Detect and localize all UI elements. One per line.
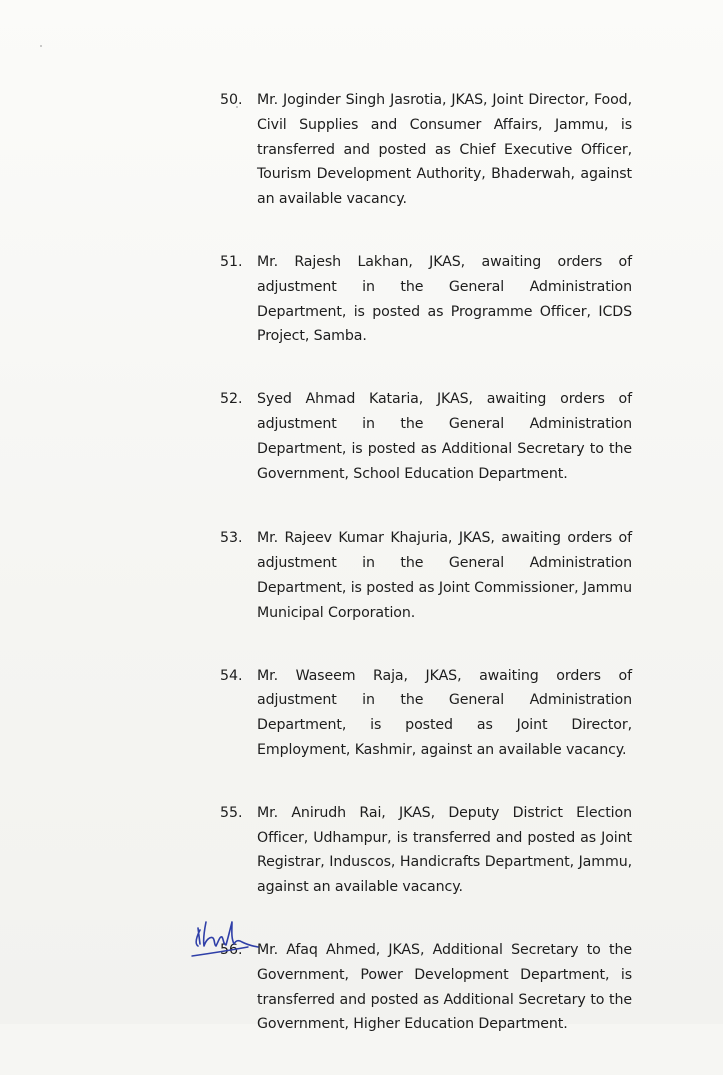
order-number: 56. — [220, 941, 243, 958]
order-number: 51. — [220, 253, 243, 270]
order-text: Mr. Afaq Ahmed, JKAS, Additional Secretary to the Government, Power Development Department, is transferred and posted as Additional Secretary to the Government, Higher Education Department. — [257, 941, 632, 1033]
order-text: Mr. Anirudh Rai, JKAS, Deputy District Election Officer, Udhampur, is transferred and posted as Joint Registrar, Induscos, Handicrafts Department, Jammu, against an available vacancy. — [257, 804, 632, 896]
order-number: 52. — [220, 391, 243, 408]
order-text: Mr. Waseem Raja, JKAS, awaiting orders of adjustment in the General Administration Department, is posted as Joint Director, Employment, Kashmir, against an available vacancy. — [257, 667, 632, 758]
order-number: 54. — [220, 667, 243, 684]
order-item-53 — [220, 526, 632, 625]
order-item-51 — [220, 250, 632, 349]
order-item-52 — [220, 387, 632, 486]
order-number: 55. — [220, 804, 243, 821]
order-text: Mr. Rajeev Kumar Khajuria, JKAS, awaiting orders of adjustment in the General Administration Department, is posted as Joint Commissioner, Jammu Municipal Corporation. — [257, 530, 632, 621]
order-text: Mr. Rajesh Lakhan, JKAS, awaiting orders of adjustment in the General Administration Department, is posted as Programme Officer, ICDS Project, Samba. — [257, 253, 632, 345]
order-text: Syed Ahmad Kataria, JKAS, awaiting orders of adjustment in the General Administration Department, is posted as Additional Secretary to the Government, School Education Department. — [257, 391, 632, 482]
order-number: 50. — [220, 92, 243, 108]
order-item-54 — [220, 664, 632, 763]
order-item-56 — [220, 938, 632, 1037]
paper-speck — [40, 45, 42, 47]
order-item-50 — [220, 88, 632, 212]
signature-stroke — [196, 922, 258, 947]
order-number: 53. — [220, 530, 243, 547]
signature-underline — [192, 947, 248, 956]
handwritten-signature — [186, 900, 266, 962]
order-item-55 — [220, 801, 632, 900]
order-text: Mr. Joginder Singh Jasrotia, JKAS, Joint Director, Food, Civil Supplies and Consumer Affairs, Jammu, is transferred and posted as Chief Executive Officer, Tourism Development Authority, Bhaderwah, against an available vacancy. — [257, 92, 632, 208]
transfer-orders-list — [220, 88, 632, 1075]
